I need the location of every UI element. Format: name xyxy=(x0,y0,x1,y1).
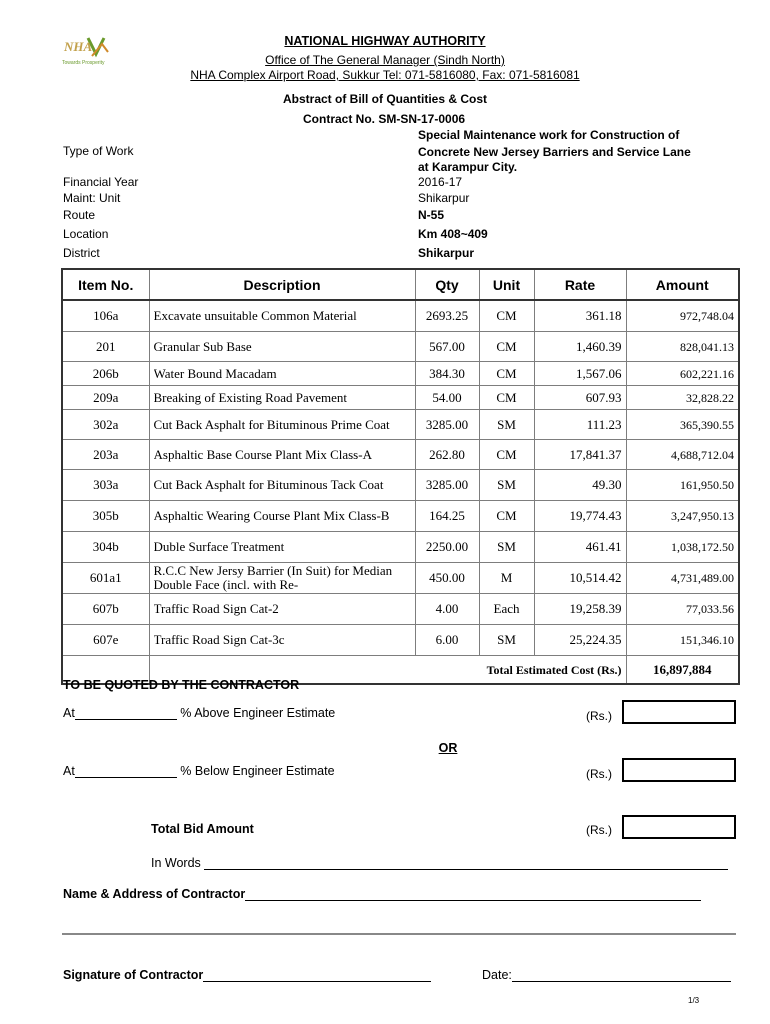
cell-description xyxy=(149,410,415,440)
total-label: Total Estimated Cost (Rs.) xyxy=(486,662,622,677)
cell-unit: CM xyxy=(479,386,534,410)
name-address-blank[interactable] xyxy=(245,888,701,901)
cell-description xyxy=(149,625,415,656)
description-text: Traffic Road Sign Cat-3c xyxy=(153,633,285,647)
cell-qty: 6.00 xyxy=(415,625,479,656)
description-text: Asphaltic Base Course Plant Mix Class-A xyxy=(153,447,372,462)
type-of-work-line1: Special Maintenance work for Construction of xyxy=(418,128,680,142)
above-amount-box[interactable] xyxy=(622,700,736,724)
total-value-cell xyxy=(626,656,739,685)
cell-qty: 450.00 xyxy=(415,563,479,594)
cell-rate: 1,460.39 xyxy=(534,332,626,362)
cell-unit: CM xyxy=(479,300,534,332)
table-row xyxy=(62,440,739,470)
table-row xyxy=(62,332,739,362)
below-estimate-row xyxy=(63,764,335,778)
cell-description xyxy=(149,440,415,470)
cell-rate: 17,841.37 xyxy=(534,440,626,470)
cell-description xyxy=(149,470,415,501)
header-rate: Rate xyxy=(534,269,626,300)
signature-label: Signature of Contractor xyxy=(63,968,204,982)
cell-amount: 3,247,950.13 xyxy=(626,501,739,532)
cell-amount: 972,748.04 xyxy=(626,300,739,332)
table-row xyxy=(62,470,739,501)
cell-amount: 77,033.56 xyxy=(626,594,739,625)
financial-year-value: 2016-17 xyxy=(418,175,463,189)
table-row xyxy=(62,625,739,656)
description-text: Duble Surface Treatment xyxy=(153,540,285,554)
cell-rate: 25,224.35 xyxy=(534,625,626,656)
signature-blank[interactable] xyxy=(203,969,431,982)
rs-label: (Rs.) xyxy=(586,709,612,723)
cell-qty: 262.80 xyxy=(415,440,479,470)
boq-table xyxy=(61,268,740,685)
page-number: 1/3 xyxy=(688,996,700,1005)
cell-unit: SM xyxy=(479,532,534,563)
below-label: % Below Engineer Estimate xyxy=(180,764,335,778)
cell-item: 302a xyxy=(62,410,149,440)
cell-amount: 365,390.55 xyxy=(626,410,739,440)
table-row xyxy=(62,362,739,386)
cell-rate: 19,774.43 xyxy=(534,501,626,532)
header-description: Description xyxy=(149,269,415,300)
abstract-title: Abstract of Bill of Quantities & Cost xyxy=(283,92,488,106)
cell-amount: 151,346.10 xyxy=(626,625,739,656)
cell-item: 201 xyxy=(62,332,149,362)
total-bid-box[interactable] xyxy=(622,815,736,839)
cell-item: 607e xyxy=(62,625,149,656)
office-name: Office of The General Manager (Sindh North) xyxy=(265,53,505,67)
cell-unit: SM xyxy=(479,410,534,440)
cell-qty: 54.00 xyxy=(415,386,479,410)
cell-rate: 111.23 xyxy=(534,410,626,440)
cell-rate: 607.93 xyxy=(534,386,626,410)
header-qty: Qty xyxy=(415,269,479,300)
cell-rate: 49.30 xyxy=(534,470,626,501)
header-amount: Amount xyxy=(626,269,739,300)
cell-qty: 384.30 xyxy=(415,362,479,386)
route-value: N-55 xyxy=(418,208,445,222)
cell-qty: 2250.00 xyxy=(415,532,479,563)
cell-unit: CM xyxy=(479,362,534,386)
financial-year-label: Financial Year xyxy=(63,175,139,189)
table-row xyxy=(62,563,739,594)
cell-unit: CM xyxy=(479,501,534,532)
cell-description xyxy=(149,594,415,625)
description-text: Excavate unsuitable Common Material xyxy=(153,309,357,323)
table-row xyxy=(62,300,739,332)
cell-rate: 361.18 xyxy=(534,300,626,332)
cell-qty: 4.00 xyxy=(415,594,479,625)
above-label: % Above Engineer Estimate xyxy=(180,706,336,720)
header-unit: Unit xyxy=(479,269,534,300)
total-bid-label: Total Bid Amount xyxy=(151,822,254,836)
table-row xyxy=(62,501,739,532)
cell-item: 607b xyxy=(62,594,149,625)
header-item-no: Item No. xyxy=(62,269,149,300)
cell-item: 305b xyxy=(62,501,149,532)
cell-item: 206b xyxy=(62,362,149,386)
route-label: Route xyxy=(63,208,96,222)
cell-amount: 32,828.22 xyxy=(626,386,739,410)
cell-qty: 3285.00 xyxy=(415,470,479,501)
below-amount-box[interactable] xyxy=(622,758,736,782)
quote-heading: TO BE QUOTED BY THE CONTRACTOR xyxy=(63,678,300,692)
rs-label: (Rs.) xyxy=(586,823,612,837)
location-label: Location xyxy=(63,227,109,241)
cell-rate: 10,514.42 xyxy=(534,563,626,594)
cell-rate: 1,567.06 xyxy=(534,362,626,386)
in-words-label: In Words xyxy=(151,856,201,870)
table-header-row xyxy=(62,269,739,300)
cell-rate: 461.41 xyxy=(534,532,626,563)
cell-amount: 602,221.16 xyxy=(626,362,739,386)
cell-description xyxy=(149,501,415,532)
description-text: Breaking of Existing Road Pavement xyxy=(153,390,348,405)
cell-item: 303a xyxy=(62,470,149,501)
date-label: Date: xyxy=(482,968,512,982)
cell-description xyxy=(149,362,415,386)
cell-description xyxy=(149,386,415,410)
cell-qty: 164.25 xyxy=(415,501,479,532)
maint-unit-value: Shikarpur xyxy=(418,191,470,205)
cell-unit: CM xyxy=(479,332,534,362)
description-text: Water Bound Macadam xyxy=(153,366,277,381)
logo-text: NHA xyxy=(64,39,93,54)
logo-tagline: Towards Prosperity xyxy=(62,60,105,66)
cell-unit: M xyxy=(479,563,534,594)
below-percent-blank[interactable] xyxy=(75,765,177,778)
table-row xyxy=(62,386,739,410)
cell-item: 601a1 xyxy=(62,563,149,594)
description-text: Traffic Road Sign Cat-2 xyxy=(153,602,279,616)
contract-number: Contract No. SM-SN-17-0006 xyxy=(303,112,466,126)
table-row xyxy=(62,594,739,625)
type-of-work-line2: Concrete New Jersey Barriers and Service Lane xyxy=(418,145,691,159)
location-value: Km 408~409 xyxy=(418,227,488,241)
rs-label: (Rs.) xyxy=(586,767,612,781)
cell-unit: SM xyxy=(479,470,534,501)
cell-qty: 3285.00 xyxy=(415,410,479,440)
above-percent-blank[interactable] xyxy=(75,707,177,720)
total-value: 16,897,884 xyxy=(653,661,712,677)
or-label: OR xyxy=(438,741,458,755)
date-row xyxy=(482,968,731,982)
org-name: NATIONAL HIGHWAY AUTHORITY xyxy=(284,34,486,48)
type-of-work-label: Type of Work xyxy=(63,144,134,158)
at-label: At xyxy=(63,764,75,778)
cell-amount: 1,038,172.50 xyxy=(626,532,739,563)
name-address-label: Name & Address of Contractor xyxy=(63,887,246,901)
cell-qty: 567.00 xyxy=(415,332,479,362)
in-words-row xyxy=(151,856,728,870)
cell-qty: 2693.25 xyxy=(415,300,479,332)
cell-item: 304b xyxy=(62,532,149,563)
at-label: At xyxy=(63,706,75,720)
signature-row xyxy=(63,968,431,982)
cell-description xyxy=(149,332,415,362)
in-words-blank[interactable] xyxy=(204,857,728,870)
district-value: Shikarpur xyxy=(418,246,475,260)
maint-unit-label: Maint: Unit xyxy=(63,191,121,205)
date-blank[interactable] xyxy=(512,969,731,982)
cell-amount: 4,731,489.00 xyxy=(626,563,739,594)
description-text: Cut Back Asphalt for Bituminous Tack Coat xyxy=(153,478,384,492)
table-row xyxy=(62,532,739,563)
cell-amount: 161,950.50 xyxy=(626,470,739,501)
cell-rate: 19,258.39 xyxy=(534,594,626,625)
type-of-work-line3: at Karampur City. xyxy=(418,160,518,174)
table-row xyxy=(62,410,739,440)
name-address-row xyxy=(63,887,701,901)
office-address: NHA Complex Airport Road, Sukkur Tel: 071-5816080, Fax: 071-5816081 xyxy=(190,68,580,82)
divider-line xyxy=(62,933,736,935)
cell-item: 106a xyxy=(62,300,149,332)
description-text: R.C.C New Jersy Barrier (In Suit) for Median Double Face (incl. with Re- xyxy=(153,564,393,592)
cell-amount: 4,688,712.04 xyxy=(626,440,739,470)
cell-amount: 828,041.13 xyxy=(626,332,739,362)
description-text: Asphaltic Wearing Course Plant Mix Class-B xyxy=(153,509,390,523)
cell-description xyxy=(149,300,415,332)
description-text: Granular Sub Base xyxy=(153,339,252,354)
cell-description xyxy=(149,563,415,594)
district-label: District xyxy=(63,246,100,260)
cell-unit: CM xyxy=(479,440,534,470)
cell-item: 209a xyxy=(62,386,149,410)
cell-unit: SM xyxy=(479,625,534,656)
above-estimate-row xyxy=(63,706,335,720)
cell-item: 203a xyxy=(62,440,149,470)
cell-description xyxy=(149,532,415,563)
cell-unit: Each xyxy=(479,594,534,625)
description-text: Cut Back Asphalt for Bituminous Prime Coat xyxy=(153,417,390,432)
